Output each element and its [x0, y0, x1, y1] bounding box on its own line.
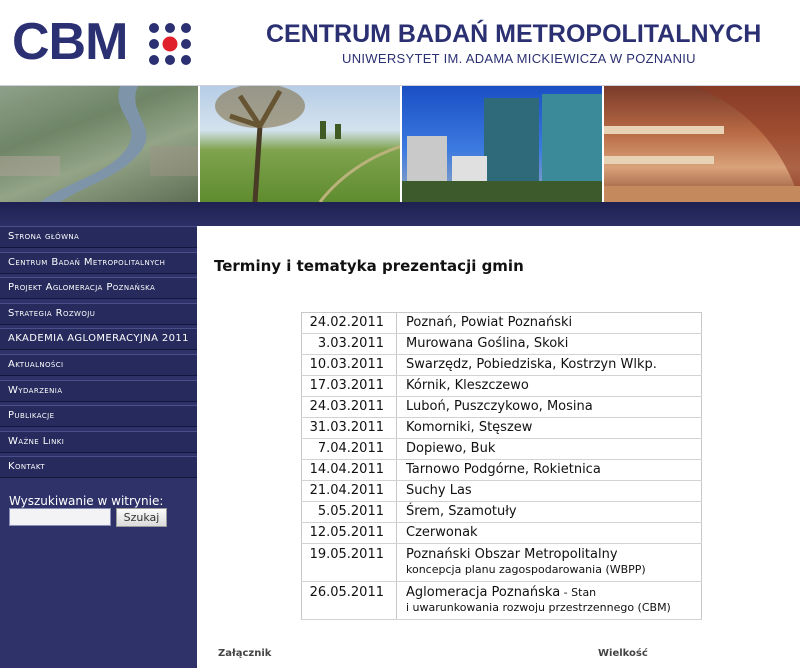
table-row: [302, 460, 702, 481]
site-header: [0, 0, 800, 86]
schedule-place: Komorniki, Stęszew: [406, 420, 533, 435]
field-tree-illustration: [200, 86, 402, 202]
sidebar-item-strategia[interactable]: Strategia Rozwoju: [0, 303, 197, 325]
schedule-date: 21.04.2011: [302, 481, 397, 502]
schedule-place: Poznań, Powiat Poznański: [406, 315, 573, 330]
photo-banner: [0, 86, 800, 202]
office-towers-photo: [402, 86, 604, 202]
schedule-place: Kórnik, Kleszczewo: [406, 378, 529, 393]
page-title: Terminy i tematyka prezentacji gmin: [214, 257, 524, 275]
schedule-place: Śrem, Szamotuły: [406, 504, 517, 519]
sidebar-item-projekt[interactable]: Projekt Aglomeracja Poznańska: [0, 277, 197, 299]
aerial-river-photo: [0, 86, 200, 202]
header-band: [0, 202, 800, 226]
sidebar-item-centrum[interactable]: Centrum Badań Metropolitalnych: [0, 252, 197, 274]
table-row: [302, 439, 702, 460]
schedule-place-cell: [397, 582, 702, 620]
sidebar-item-akademia[interactable]: AKADEMIA AGLOMERACYJNA 2011: [0, 328, 197, 350]
schedule-date: 26.05.2011: [302, 582, 397, 620]
schedule-date: 5.05.2011: [302, 502, 397, 523]
sidebar-item-publikacje[interactable]: Publikacje: [0, 405, 197, 427]
schedule-place-cell: [397, 334, 702, 355]
schedule-table: [301, 312, 702, 620]
schedule-place-cell: [397, 376, 702, 397]
table-row: [302, 418, 702, 439]
shopping-mall-illustration: [604, 86, 800, 202]
logo-dots-icon: [146, 20, 194, 68]
sidebar-item-aktualnosci[interactable]: Aktualności: [0, 354, 197, 376]
schedule-place: Swarzędz, Pobiedziska, Kostrzyn Wlkp.: [406, 357, 657, 372]
schedule-place: Poznański Obszar Metropolitalny: [406, 547, 618, 562]
table-row: [302, 502, 702, 523]
field-tree-photo: [200, 86, 402, 202]
schedule-place: Luboń, Puszczykowo, Mosina: [406, 399, 593, 414]
schedule-place: Dopiewo, Buk: [406, 441, 496, 456]
schedule-place-cell: [397, 313, 702, 334]
sidebar-item-strona-glowna[interactable]: Strona główna: [0, 226, 197, 248]
schedule-place-cell: [397, 397, 702, 418]
sidebar: [0, 226, 197, 668]
schedule-place-cell: [397, 523, 702, 544]
sidebar-item-wydarzenia[interactable]: Wydarzenia: [0, 380, 197, 402]
site-subtitle: UNIWERSYTET IM. ADAMA MICKIEWICZA W POZNANIU: [342, 51, 696, 66]
schedule-date: 3.03.2011: [302, 334, 397, 355]
schedule-place-cell: [397, 502, 702, 523]
schedule-place-cell: [397, 544, 702, 582]
table-row: [302, 544, 702, 582]
table-row: [302, 376, 702, 397]
schedule-date: 19.05.2011: [302, 544, 397, 582]
table-row: [302, 481, 702, 502]
sidebar-item-kontakt[interactable]: Kontakt: [0, 456, 197, 478]
schedule-date: 17.03.2011: [302, 376, 397, 397]
schedule-place-cell: [397, 460, 702, 481]
table-row: [302, 397, 702, 418]
schedule-date: 12.05.2011: [302, 523, 397, 544]
logo-text[interactable]: CBM: [12, 13, 128, 71]
search-button[interactable]: Szukaj: [116, 508, 167, 527]
schedule-place-cell: [397, 481, 702, 502]
schedule-place-cell: [397, 439, 702, 460]
office-towers-illustration: [402, 86, 604, 202]
table-row: [302, 523, 702, 544]
schedule-place: Tarnowo Podgórne, Rokietnica: [406, 462, 601, 477]
attachment-column-header: Załącznik: [218, 648, 272, 659]
search-label: Wyszukiwanie w witrynie:: [9, 494, 164, 508]
schedule-date: 7.04.2011: [302, 439, 397, 460]
schedule-date: 24.03.2011: [302, 397, 397, 418]
site-title: CENTRUM BADAŃ METROPOLITALNYCH: [266, 20, 762, 48]
search-input[interactable]: [9, 508, 111, 526]
schedule-place: Aglomeracja Poznańska: [406, 585, 561, 600]
table-row: [302, 582, 702, 620]
schedule-place: Suchy Las: [406, 483, 472, 498]
schedule-date: 31.03.2011: [302, 418, 397, 439]
schedule-date: 24.02.2011: [302, 313, 397, 334]
schedule-place-suffix: - Stan: [560, 586, 597, 599]
shopping-mall-photo: [604, 86, 800, 202]
schedule-place-cell: [397, 355, 702, 376]
sidebar-item-wazne-linki[interactable]: Ważne Linki: [0, 431, 197, 453]
schedule-date: 14.04.2011: [302, 460, 397, 481]
schedule-date: 10.03.2011: [302, 355, 397, 376]
schedule-place-subtitle: i uwarunkowania rozwoju przestrzennego (CBM): [406, 601, 671, 614]
size-column-header: Wielkość: [598, 648, 648, 659]
schedule-body: [302, 313, 702, 620]
schedule-place: Czerwonak: [406, 525, 478, 540]
table-row: [302, 334, 702, 355]
table-row: [302, 355, 702, 376]
schedule-place-subtitle: koncepcja planu zagospodarowania (WBPP): [406, 563, 646, 576]
schedule-place-cell: [397, 418, 702, 439]
table-row: [302, 313, 702, 334]
aerial-river-illustration: [0, 86, 200, 202]
main-content: [197, 226, 800, 668]
schedule-place: Murowana Goślina, Skoki: [406, 336, 569, 351]
